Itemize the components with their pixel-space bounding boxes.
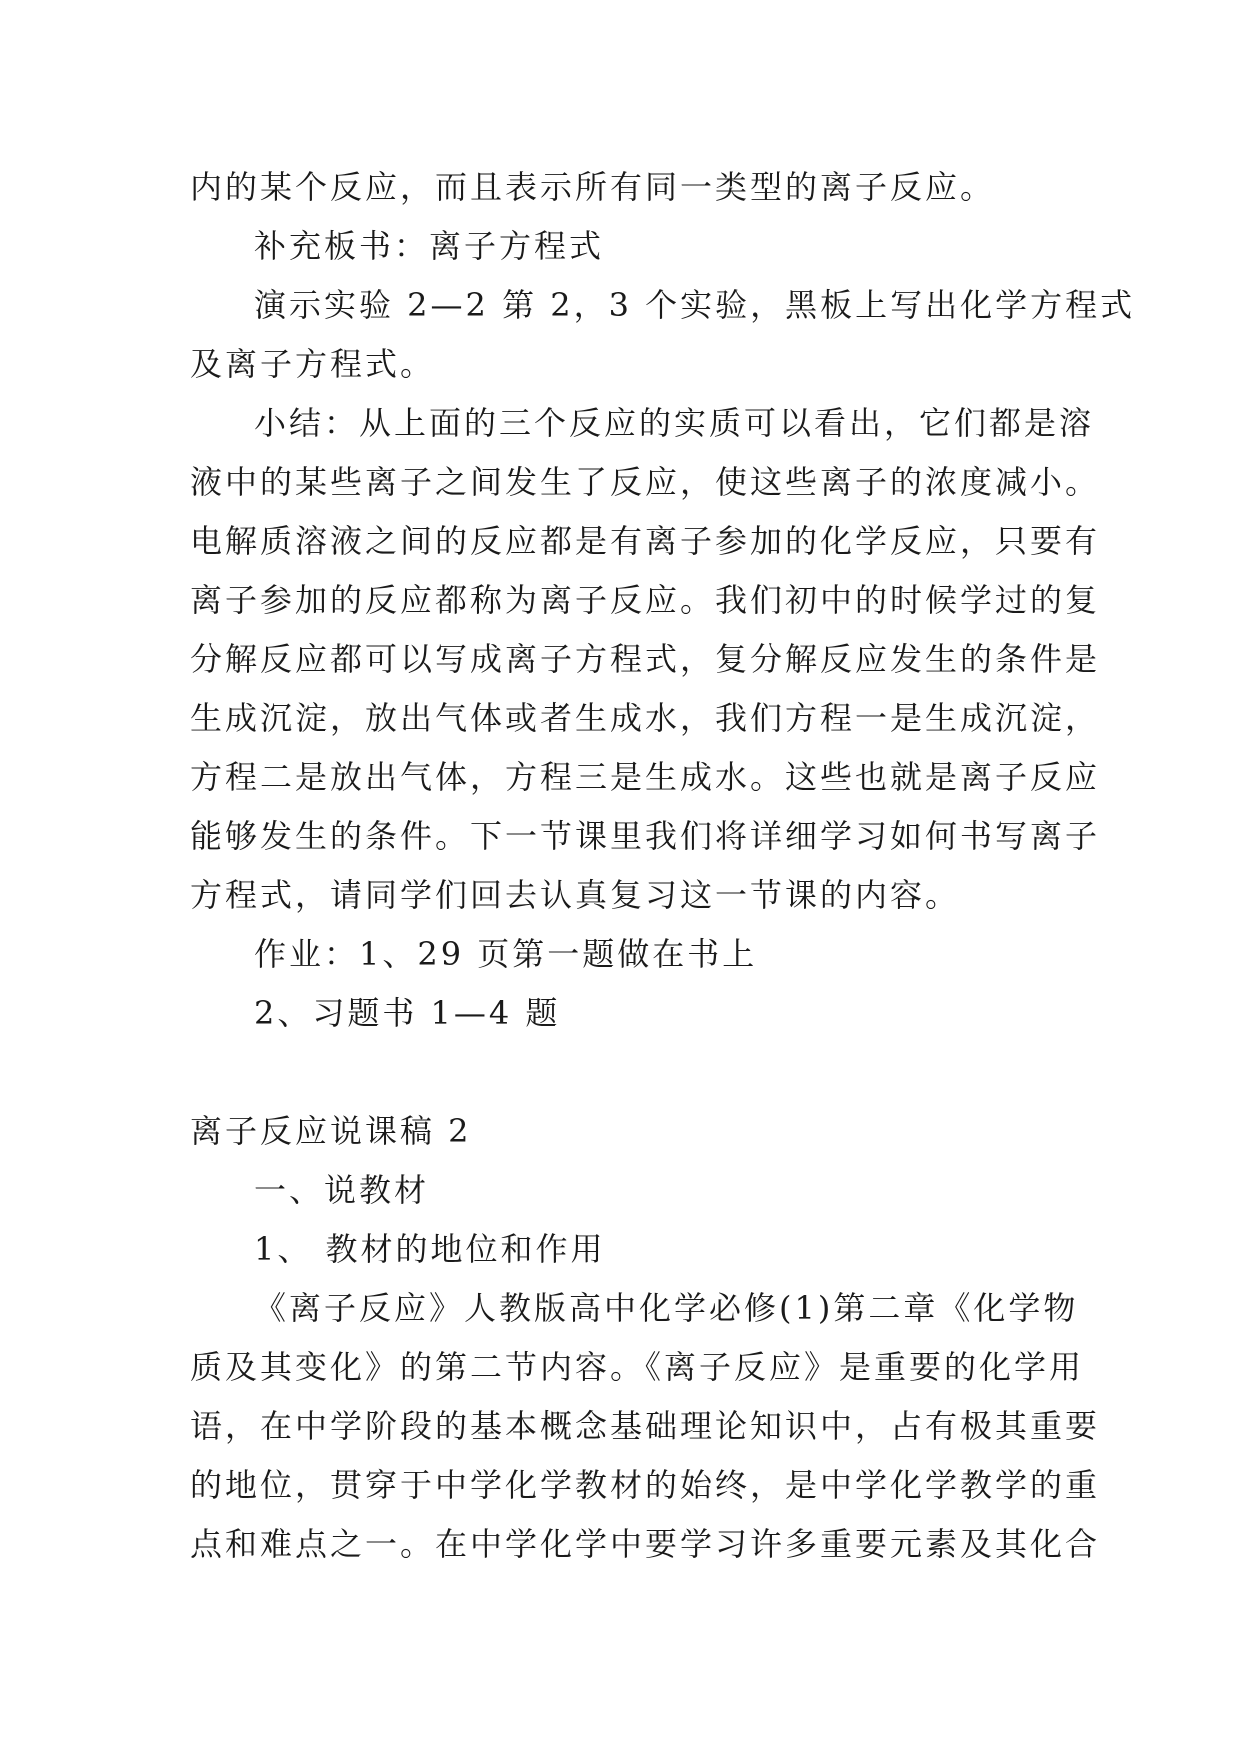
text-line: 离子反应说课稿 2 [190,1112,472,1150]
text-line: 电解质溶液之间的反应都是有离子参加的化学反应，只要有 [190,522,1101,560]
text-line: 分解反应都可以写成离子方程式，复分解反应发生的条件是 [190,640,1101,678]
text-line: 一、说教材 [254,1171,430,1209]
text-line: 补充板书：离子方程式 [254,227,605,265]
text-line: 语，在中学阶段的基本概念基础理论知识中，占有极其重要 [190,1407,1101,1445]
text-line: 方程式，请同学们回去认真复习这一节课的内容。 [190,876,961,914]
text-line: 方程二是放出气体，方程三是生成水。这些也就是离子反应 [190,758,1101,796]
text-line: 作业：1、29 页第一题做在书上 [254,935,758,973]
text-line: 的地位，贯穿于中学化学教材的始终，是中学化学教学的重 [190,1466,1101,1504]
text-section-lesson-summary [190,158,1136,1043]
text-section-lecture-draft-2 [190,1102,1101,1574]
text-line: 演示实验 2—2 第 2，3 个实验，黑板上写出化学方程式 [254,286,1136,324]
text-line: 液中的某些离子之间发生了反应，使这些离子的浓度减小。 [190,463,1101,501]
text-line: 《离子反应》人教版高中化学必修(1)第二章《化学物 [254,1289,1079,1327]
text-line: 内的某个反应，而且表示所有同一类型的离子反应。 [190,168,996,206]
document-page [190,158,1136,1574]
text-line: 及离子方程式。 [190,345,436,383]
section-gap [190,1043,1060,1102]
text-line: 小结：从上面的三个反应的实质可以看出，它们都是溶 [254,404,1095,442]
text-line: 生成沉淀，放出气体或者生成水，我们方程一是生成沉淀， [190,699,1101,737]
text-line: 能够发生的条件。下一节课里我们将详细学习如何书写离子 [190,817,1101,855]
text-line: 离子参加的反应都称为离子反应。我们初中的时候学过的复 [190,581,1101,619]
text-line: 点和难点之一。在中学化学中要学习许多重要元素及其化合 [190,1525,1101,1563]
text-line: 质及其变化》的第二节内容。《离子反应》是重要的化学用 [190,1348,1085,1386]
text-line: 1、 教材的地位和作用 [254,1230,606,1268]
text-line: 2、习题书 1—4 题 [254,994,561,1032]
